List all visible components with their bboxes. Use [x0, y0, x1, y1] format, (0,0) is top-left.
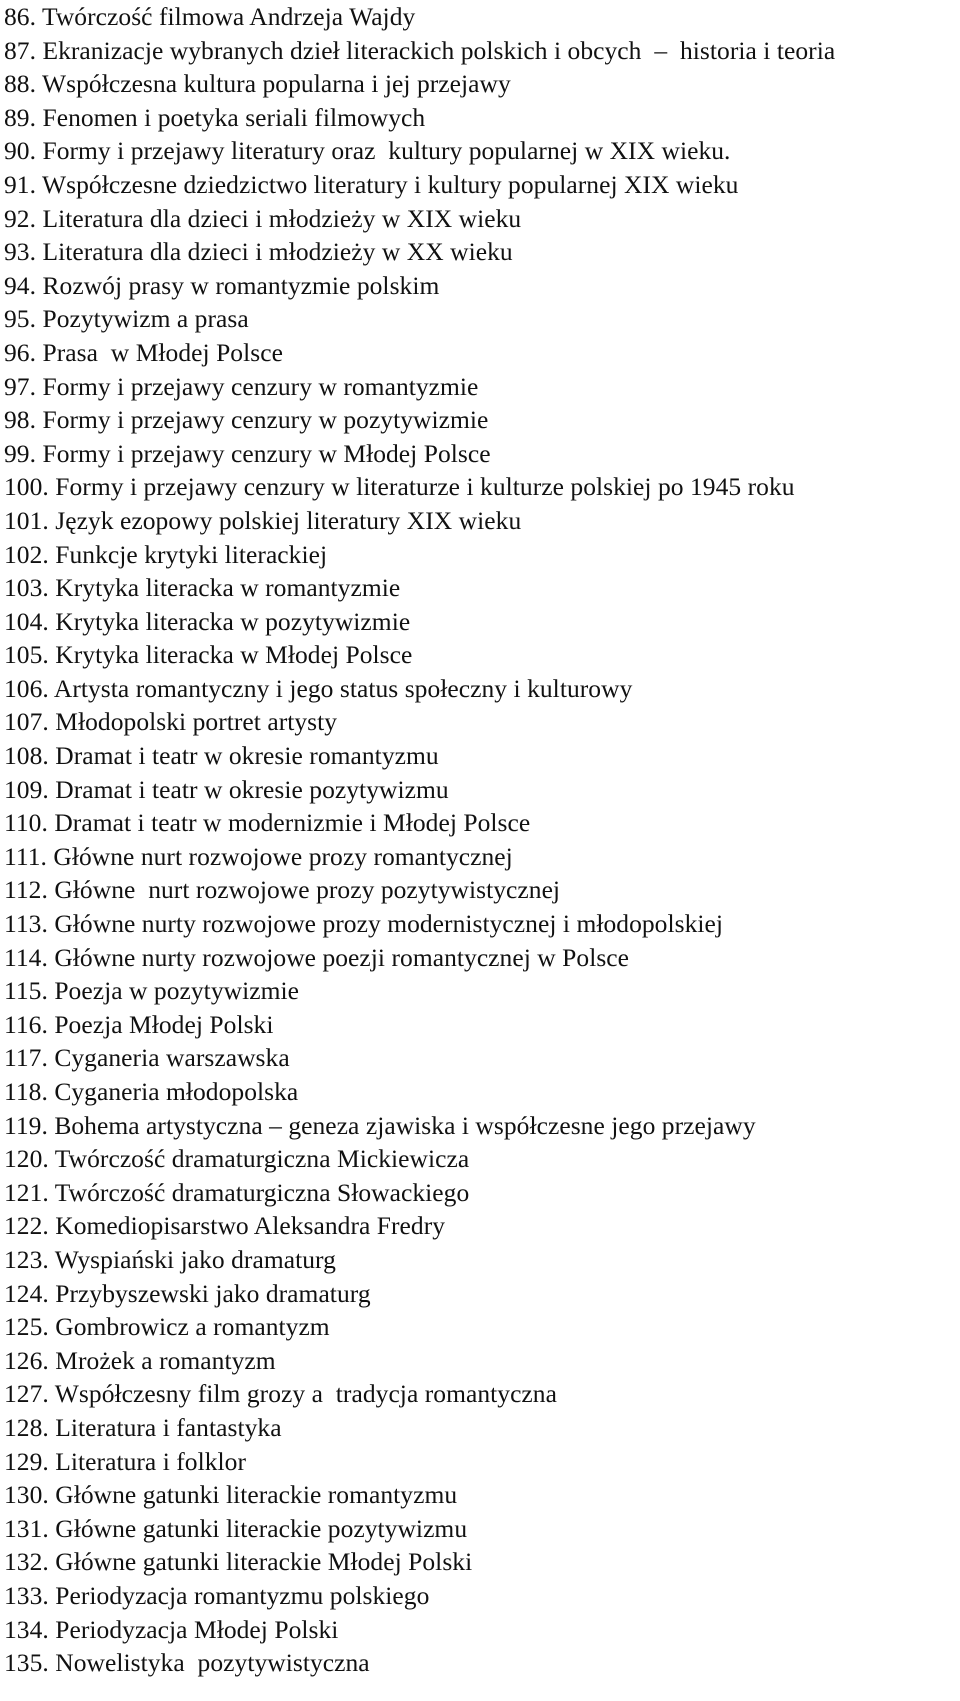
topic-title: Główne gatunki literackie romantyzmu: [55, 1480, 458, 1510]
topic-item: [4, 235, 960, 269]
topic-title: Artysta romantyczny i jego status społeczny i kulturowy: [53, 673, 633, 703]
topic-item: [4, 638, 960, 672]
topic-item: [4, 202, 960, 236]
topic-item: [4, 1545, 960, 1579]
topic-number: 103.: [4, 573, 49, 603]
topic-item: [4, 941, 960, 975]
topic-item: [4, 403, 960, 437]
topic-number: 118.: [4, 1077, 48, 1106]
topic-number: 91.: [4, 169, 37, 199]
topic-number: 94.: [4, 270, 37, 300]
topic-item: [4, 1512, 960, 1546]
topic-title: Periodyzacja Młodej Polski: [55, 1614, 339, 1644]
topic-number: 87.: [4, 35, 37, 65]
topic-title: Język ezopowy polskiej literatury XIX wieku: [55, 505, 522, 535]
topic-number: 124.: [4, 1278, 49, 1308]
topic-title: Literatura i folklor: [55, 1446, 247, 1476]
topic-title: Ekranizacje wybranych dzieł literackich polskich i obcych – historia i teoria: [42, 35, 836, 65]
topic-number: 114.: [4, 942, 48, 972]
topic-title: Główne nurt rozwojowe prozy romantycznej: [53, 841, 513, 871]
topic-number: 115.: [4, 976, 48, 1006]
topic-item: [4, 1310, 960, 1344]
topic-title: Dramat i teatr w modernizmie i Młodej Polsce: [54, 808, 531, 838]
topic-title: Formy i przejawy cenzury w romantyzmie: [42, 371, 479, 401]
topic-number: 110.: [4, 808, 48, 838]
topic-title: Dramat i teatr w okresie romantyzmu: [55, 741, 439, 771]
topic-item: [4, 336, 960, 370]
topic-number: 104.: [4, 606, 49, 636]
topic-title: Krytyka literacka w Młodej Polsce: [55, 640, 413, 670]
topic-number: 131.: [4, 1513, 49, 1543]
topic-title: Komediopisarstwo Aleksandra Fredry: [55, 1211, 446, 1241]
topic-number: 129.: [4, 1446, 49, 1476]
topic-title: Bohema artystyczna – geneza zjawiska i współczesne jego przejawy: [54, 1110, 756, 1140]
topic-number: 112.: [4, 875, 48, 905]
topic-number: 111.: [4, 841, 47, 871]
topic-title: Gombrowicz a romantyzm: [55, 1312, 330, 1342]
topic-item: [4, 840, 960, 874]
topic-title: Twórczość filmowa Andrzeja Wajdy: [42, 2, 416, 31]
topic-number: 116.: [4, 1009, 48, 1039]
topic-number: 125.: [4, 1312, 49, 1342]
topic-item: [4, 605, 960, 639]
topic-title: Dramat i teatr w okresie pozytywizmu: [55, 774, 449, 804]
topic-title: Literatura i fantastyka: [55, 1412, 282, 1442]
topic-title: Cyganeria warszawska: [54, 1043, 290, 1073]
topic-title: Twórczość dramaturgiczna Słowackiego: [54, 1177, 470, 1207]
topic-title: Współczesny film grozy a tradycja romantyczna: [54, 1379, 557, 1409]
topic-number: 119.: [4, 1110, 48, 1140]
topic-number: 108.: [4, 741, 49, 771]
topic-item: [4, 0, 960, 34]
topic-item: [4, 907, 960, 941]
topic-item: [4, 1613, 960, 1647]
topic-item: [4, 370, 960, 404]
topic-item: [4, 705, 960, 739]
topic-title: Funkcje krytyki literackiej: [55, 539, 328, 569]
topic-title: Prasa w Młodej Polsce: [42, 337, 283, 367]
topic-item: [4, 1041, 960, 1075]
topic-item: [4, 571, 960, 605]
topic-number: 109.: [4, 774, 49, 804]
topic-title: Periodyzacja romantyzmu polskiego: [55, 1580, 430, 1610]
topic-number: 117.: [4, 1043, 48, 1073]
topic-title: Formy i przejawy cenzury w pozytywizmie: [42, 405, 489, 435]
topic-number: 134.: [4, 1614, 49, 1644]
topic-number: 96.: [4, 337, 37, 367]
topic-item: [4, 1646, 960, 1680]
topic-number: 95.: [4, 304, 37, 334]
topic-item: [4, 739, 960, 773]
topic-item: [4, 1075, 960, 1109]
topic-title: Formy i przejawy cenzury w literaturze i kulturze polskiej po 1945 roku: [55, 472, 795, 502]
topic-number: 93.: [4, 237, 37, 267]
topic-item: [4, 302, 960, 336]
topic-item: [4, 1142, 960, 1176]
topic-number: 88.: [4, 69, 37, 99]
topic-number: 128.: [4, 1412, 49, 1442]
topic-item: [4, 1109, 960, 1143]
topic-list: [4, 0, 960, 1680]
topic-title: Główne nurty rozwojowe prozy modernistycznej i młodopolskiej: [54, 909, 724, 939]
topic-title: Główne nurty rozwojowe poezji romantycznej w Polsce: [54, 942, 630, 972]
topic-item: [4, 67, 960, 101]
topic-number: 99.: [4, 438, 37, 468]
topic-title: Współczesne dziedzictwo literatury i kultury popularnej XIX wieku: [42, 169, 739, 199]
topic-title: Krytyka literacka w pozytywizmie: [55, 606, 411, 636]
topic-number: 135.: [4, 1648, 49, 1678]
topic-number: 98.: [4, 405, 37, 435]
topic-item: [4, 672, 960, 706]
topic-title: Formy i przejawy cenzury w Młodej Polsce: [42, 438, 491, 468]
topic-item: [4, 1377, 960, 1411]
topic-item: [4, 1579, 960, 1613]
topic-title: Krytyka literacka w romantyzmie: [55, 573, 401, 603]
topic-number: 86.: [4, 2, 37, 31]
topic-number: 90.: [4, 136, 37, 166]
topic-number: 130.: [4, 1480, 49, 1510]
topic-item: [4, 1243, 960, 1277]
topic-number: 97.: [4, 371, 37, 401]
topic-item: [4, 1344, 960, 1378]
topic-number: 122.: [4, 1211, 49, 1241]
topic-title: Fenomen i poetyka seriali filmowych: [42, 102, 426, 132]
topic-item: [4, 1209, 960, 1243]
topic-number: 123.: [4, 1244, 49, 1274]
topic-title: Cyganeria młodopolska: [54, 1077, 299, 1106]
topic-number: 113.: [4, 909, 48, 939]
topic-number: 121.: [4, 1177, 49, 1207]
topic-title: Pozytywizm a prasa: [42, 304, 249, 334]
topic-number: 107.: [4, 707, 49, 737]
topic-number: 126.: [4, 1345, 49, 1375]
topic-title: Literatura dla dzieci i młodzieży w XIX wieku: [42, 203, 522, 233]
topic-item: [4, 1478, 960, 1512]
topic-title: Główne nurt rozwojowe prozy pozytywistycznej: [54, 875, 561, 905]
topic-title: Nowelistyka pozytywistyczna: [55, 1648, 370, 1678]
topic-number: 132.: [4, 1547, 49, 1577]
topic-title: Mrożek a romantyzm: [55, 1345, 276, 1375]
topic-title: Rozwój prasy w romantyzmie polskim: [42, 270, 440, 300]
topic-title: Literatura dla dzieci i młodzieży w XX wieku: [42, 237, 513, 267]
topic-title: Formy i przejawy literatury oraz kultury popularnej w XIX wieku.: [42, 136, 731, 166]
topic-number: 120.: [4, 1144, 49, 1174]
topic-title: Poezja Młodej Polski: [54, 1009, 274, 1039]
topic-item: [4, 1445, 960, 1479]
topic-item: [4, 101, 960, 135]
topic-title: Główne gatunki literackie Młodej Polski: [55, 1547, 473, 1577]
topic-number: 92.: [4, 203, 37, 233]
topic-item: [4, 504, 960, 538]
topic-title: Wyspiański jako dramaturg: [54, 1244, 336, 1274]
topic-item: [4, 873, 960, 907]
topic-number: 102.: [4, 539, 49, 569]
topic-item: [4, 974, 960, 1008]
topic-number: 105.: [4, 640, 49, 670]
topic-number: 89.: [4, 102, 37, 132]
topic-item: [4, 1176, 960, 1210]
topic-title: Twórczość dramaturgiczna Mickiewicza: [54, 1144, 470, 1174]
topic-item: [4, 773, 960, 807]
topic-item: [4, 269, 960, 303]
topic-number: 127.: [4, 1379, 49, 1409]
topic-title: Współczesna kultura popularna i jej przejawy: [42, 69, 511, 99]
topic-title: Poezja w pozytywizmie: [54, 976, 299, 1006]
topic-title: Młodopolski portret artysty: [55, 707, 338, 737]
topic-number: 100.: [4, 472, 49, 502]
topic-number: 106.: [4, 673, 49, 703]
topic-number: 133.: [4, 1580, 49, 1610]
topic-item: [4, 168, 960, 202]
topic-item: [4, 1008, 960, 1042]
topic-item: [4, 34, 960, 68]
topic-item: [4, 1411, 960, 1445]
topic-item: [4, 806, 960, 840]
topic-item: [4, 437, 960, 471]
topic-item: [4, 134, 960, 168]
topic-item: [4, 538, 960, 572]
topic-item: [4, 1277, 960, 1311]
topic-item: [4, 470, 960, 504]
topic-title: Przybyszewski jako dramaturg: [55, 1278, 371, 1308]
topic-number: 101.: [4, 505, 49, 535]
topic-title: Główne gatunki literackie pozytywizmu: [55, 1513, 468, 1543]
